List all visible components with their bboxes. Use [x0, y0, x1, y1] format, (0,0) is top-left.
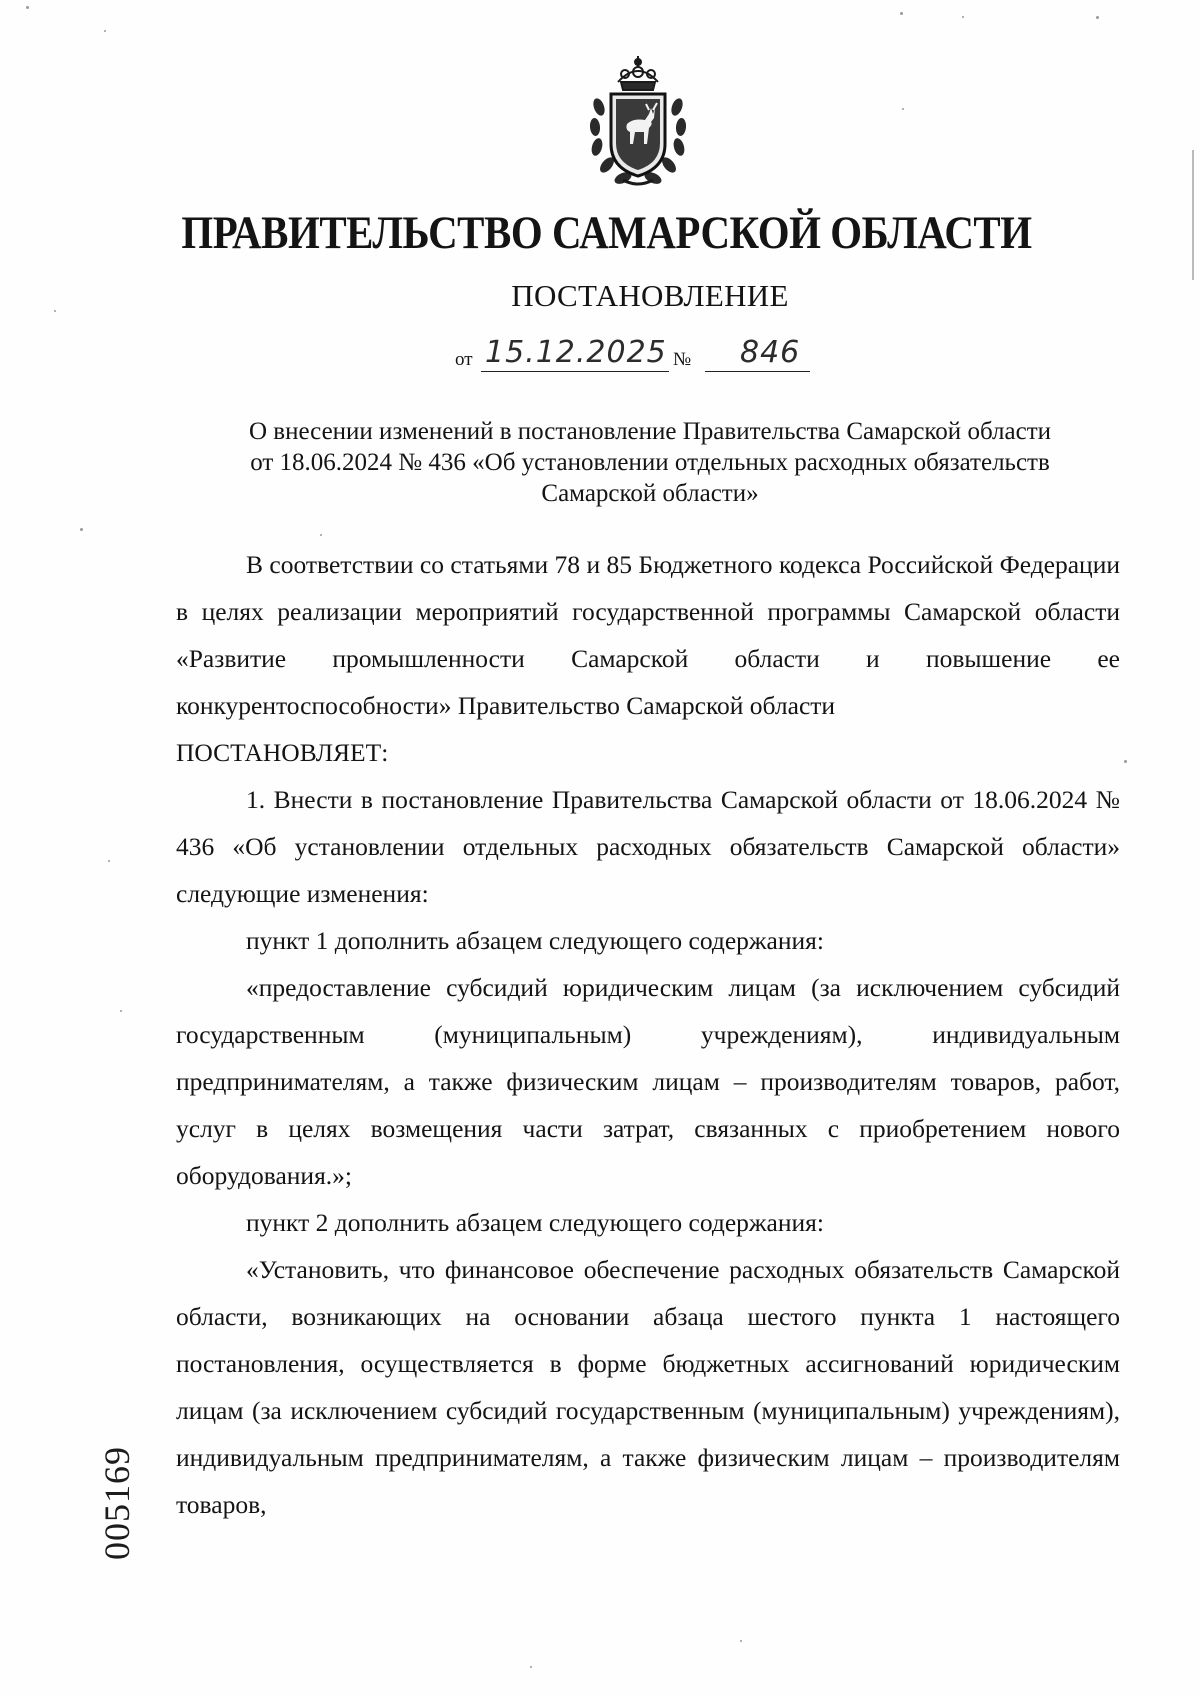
scan-speck [1096, 16, 1099, 19]
number-prefix: № [673, 349, 692, 370]
coat-of-arms-icon [583, 52, 693, 192]
paragraph-quote-2: «Установить, что финансовое обеспечение расходных обязательств Самарской области, возникающих на основании абзаца шестого пункта 1 настоящего постановления, осуществляется в форме бюджетных ассигнований юридическим лицам (за исключением субсидий государственным (муниципальным) учреждениям), индивидуальным предпринимателям, а также физическим лицам – производителям товаров, [176, 1255, 1120, 1519]
title-line: О внесении изменений в постановление Правительства Самарской области [248, 418, 1052, 445]
page-title: ПРАВИТЕЛЬСТВО САМАРСКОЙ ОБЛАСТИ [181, 207, 1032, 259]
title-line: Самарской области» [541, 480, 759, 507]
paragraph-item-1: 1. Внести в постановление Правительства Самарской области от 18.06.2024 № 436 «Об установлении отдельных расходных обязательств Самарской области» следующие изменения: [176, 785, 1120, 908]
document-type: ПОСТАНОВЛЕНИЕ [511, 278, 789, 313]
scan-speck [108, 860, 110, 862]
handwritten-date: 15.12.2025 [485, 335, 667, 370]
paragraph-point-1: пункт 1 дополнить абзацем следующего содержания: [246, 926, 824, 955]
number-underline [705, 371, 810, 372]
date-underline [481, 371, 669, 372]
scan-speck [530, 1666, 532, 1668]
document-body [176, 541, 1120, 1528]
date-prefix: от [455, 349, 473, 370]
scan-speck [902, 108, 904, 110]
resolution-title [170, 416, 1130, 509]
paragraph-point-2: пункт 2 дополнить абзацем следующего содержания: [246, 1208, 824, 1237]
paragraph-resolves: ПОСТАНОВЛЯЕТ: [176, 738, 389, 767]
scan-speck [54, 310, 56, 312]
scan-speck [1124, 760, 1127, 763]
title-line: от 18.06.2024 № 436 «Об установлении отдельных расходных обязательств [250, 449, 1050, 476]
scan-speck [120, 1010, 122, 1012]
scan-speck [740, 1640, 742, 1642]
scan-speck [104, 30, 106, 32]
paragraph-preamble: В соответствии со статьями 78 и 85 Бюджетного кодекса Российской Федерации в целях реализации мероприятий государственной программы Самарской области «Развитие промышленности Самарской области и повышение ее конкурентоспособности» Правительство Самарской области [176, 550, 1120, 720]
scan-speck [320, 534, 322, 536]
margin-stamp-number: 005169 [97, 1446, 137, 1560]
scan-speck [80, 528, 83, 531]
scan-edge-line [1192, 150, 1194, 280]
scan-speck [962, 16, 964, 18]
scan-speck [900, 12, 903, 15]
handwritten-number: 846 [740, 335, 801, 370]
paragraph-quote-1: «предоставление субсидий юридическим лицам (за исключением субсидий государственным (муниципальным) учреждениям), индивидуальным предпринимателям, а также физическим лицам – производителям товаров, работ, услуг в целях возмещения части затрат, связанных с приобретением нового оборудования.»; [176, 973, 1120, 1190]
scan-speck [26, 6, 29, 9]
